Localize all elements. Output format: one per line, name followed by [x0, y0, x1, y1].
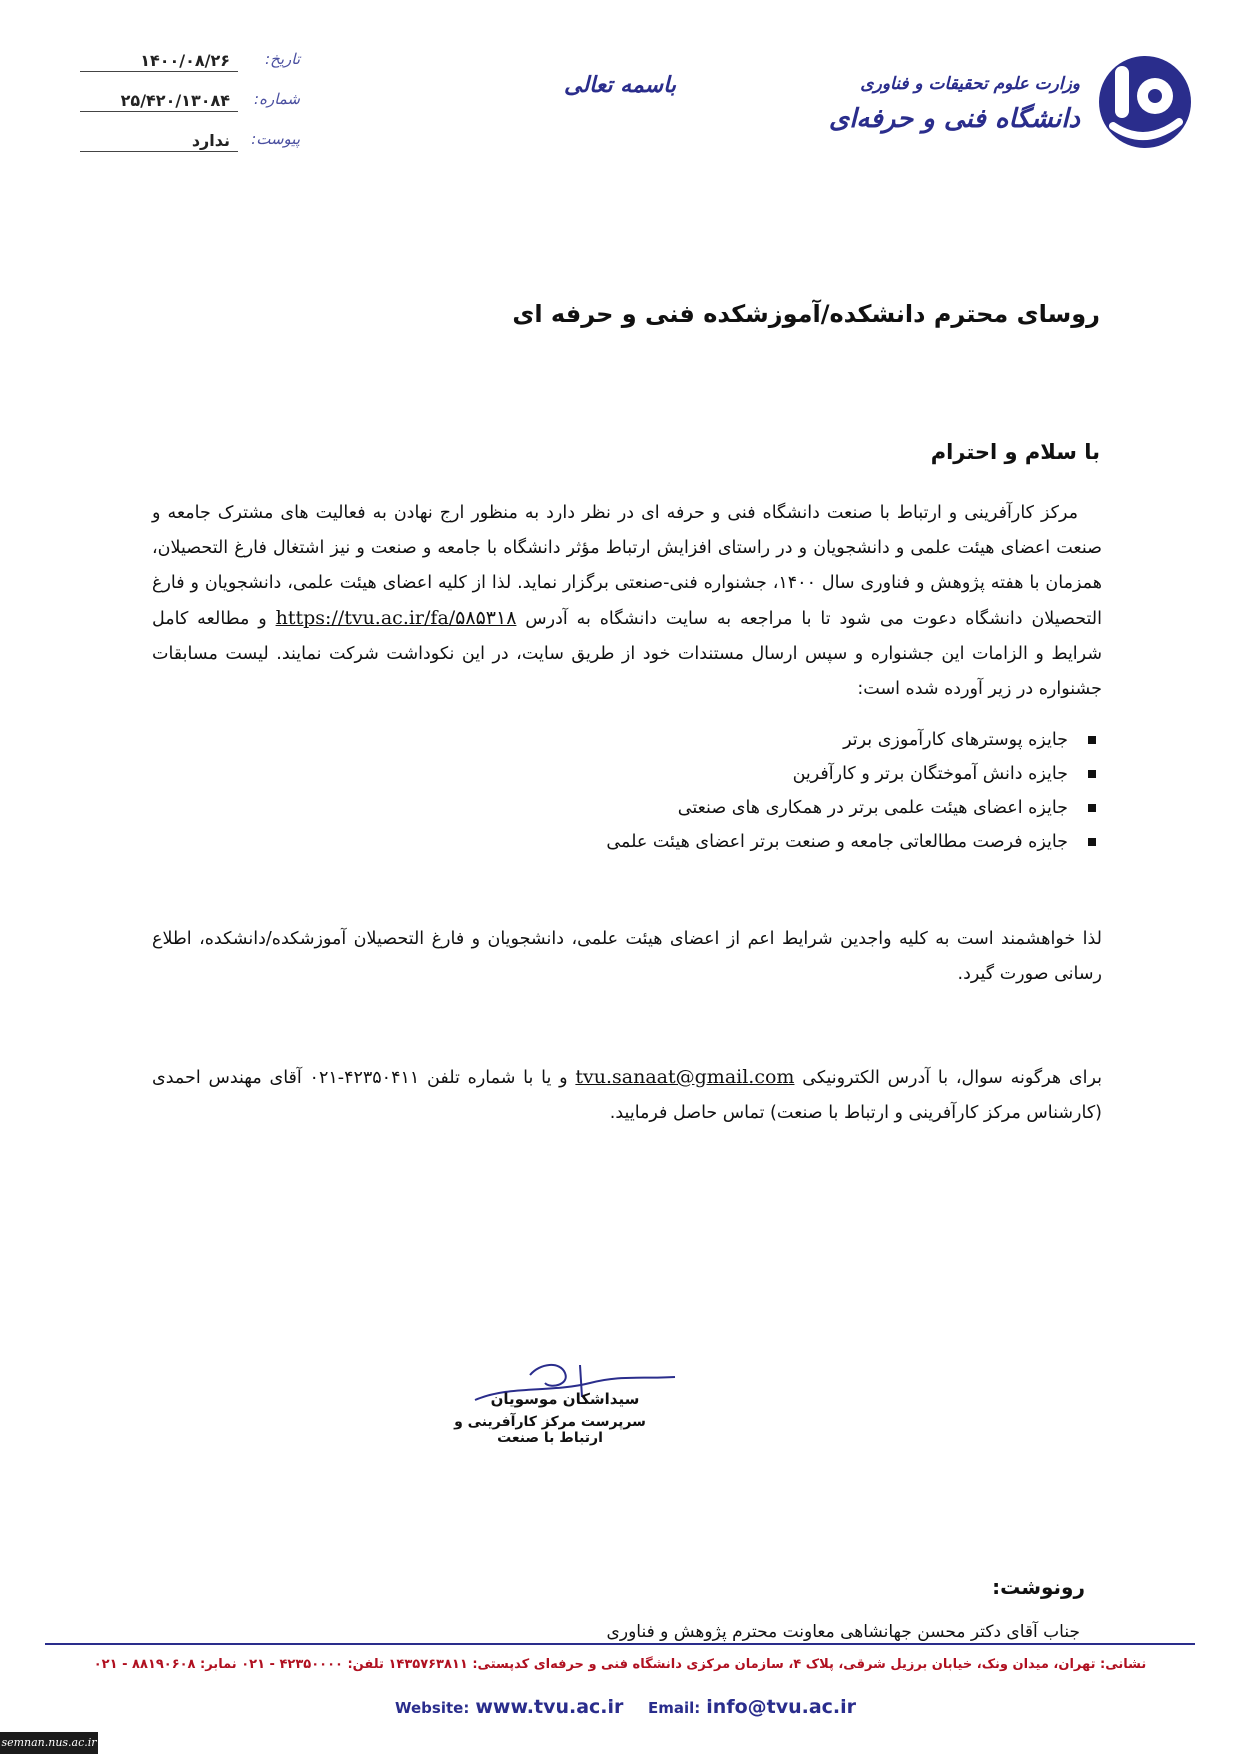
- contact-email-link[interactable]: tvu.sanaat@gmail.com: [575, 1066, 795, 1088]
- attachment-row: [80, 128, 300, 158]
- signer-name: سیداشکان موسویان: [490, 1390, 640, 1408]
- list-item: [300, 723, 1100, 757]
- website-link[interactable]: www.tvu.ac.ir: [475, 1696, 624, 1718]
- number-value: ۲۵/۴۲۰/۱۳۰۸۴: [120, 91, 230, 110]
- bullet-icon: [1088, 736, 1096, 744]
- list-item: [300, 757, 1100, 791]
- contact-paragraph-part1: برای هرگونه سوال، با آدرس الکترونیکی: [802, 1068, 1102, 1088]
- list-item-text: جایزه پوسترهای کارآموزی برتر: [843, 730, 1068, 750]
- university-name: دانشگاه فنی و حرفه‌ای: [828, 104, 1080, 134]
- recipient: روسای محترم دانشکده/آموزشکده فنی و حرفه ای: [512, 300, 1100, 328]
- number-row: [80, 88, 300, 118]
- festival-link[interactable]: https://tvu.ac.ir/fa/۵۸۵۳۱۸: [275, 607, 517, 629]
- email-label: Email:: [648, 1699, 701, 1717]
- bismillah: باسمه تعالی: [564, 72, 676, 98]
- bullet-icon: [1088, 838, 1096, 846]
- greeting: با سلام و احترام: [930, 440, 1100, 464]
- date-row: [80, 48, 300, 78]
- ministry-name: وزارت علوم تحقیقات و فناوری: [860, 74, 1080, 94]
- cc-label: رونوشت:: [992, 1575, 1085, 1599]
- date-line: [80, 71, 238, 72]
- email-link[interactable]: info@tvu.ac.ir: [706, 1696, 857, 1718]
- footer-divider: [45, 1643, 1195, 1645]
- contact-paragraph: [152, 1060, 1102, 1131]
- attachment-label: پیوست:: [251, 130, 300, 148]
- main-paragraph-part2: و مطالعه کامل شرایط و الزامات این جشنواره و سپس ارسال مستندات خود از طریق سایت، در این نکوداشت شرکت نمایند. لیست مسابقات جشنواره در زیر آورده شده است:: [152, 609, 1102, 699]
- watermark: semnan.nus.ac.ir: [0, 1732, 98, 1754]
- cc-line: جناب آقای دکتر محسن جهانشاهی معاونت محترم پژوهش و فناوری: [606, 1622, 1080, 1642]
- request-paragraph: لذا خواهشمند است به کلیه واجدین شرایط اعم از اعضای هیئت علمی، دانشجویان و فارغ التحصیلان آموزشکده/دانشکده، اطلاع رسانی صورت گیرد.: [152, 929, 1102, 984]
- attachment-value: ندارد: [191, 131, 230, 150]
- main-paragraph-part1: مرکز کارآفرینی و ارتباط با صنعت دانشگاه فنی و حرفه ای در نظر دارد به منظور ارج نهادن به فعالیت های مشترک جامعه و صنعت اعضای هیئت علمی و دانشجویان و در راستای افزایش ارتباط مؤثر دانشگاه با جامعه و صنعت و نیز اشتغال فارغ التحصیلان، همزمان با هفته پژوهش و فناوری سال ۱۴۰۰، جشنواره فنی-صنعتی برگزار نماید. لذا از کلیه اعضای هیئت علمی، دانشجویان و فارغ التحصیلان دانشگاه دعوت می شود تا با مراجعه به سایت دانشگاه به آدرس: [152, 503, 1102, 629]
- list-item-text: جایزه فرصت مطالعاتی جامعه و صنعت برتر اعضای هیئت علمی: [606, 832, 1068, 852]
- date-value: ۱۴۰۰/۰۸/۲۶: [140, 51, 230, 70]
- list-item-text: جایزه اعضای هیئت علمی برتر در همکاری های صنعتی: [677, 798, 1068, 818]
- footer-email: [648, 1696, 856, 1718]
- number-line: [80, 111, 238, 112]
- list-item: [300, 791, 1100, 825]
- number-label: شماره:: [254, 90, 300, 108]
- list-item-text: جایزه دانش آموختگان برتر و کارآفرین: [792, 764, 1068, 784]
- bullet-icon: [1088, 770, 1096, 778]
- contact-paragraph-part2: و یا با شماره تلفن ۴۲۳۵۰۴۱۱-۰۲۱ آقای مهندس احمدی (کارشناس مرکز کارآفرینی و ارتباط با صنعت) تماس حاصل فرمایید.: [152, 1068, 1102, 1123]
- website-label: Website:: [395, 1699, 470, 1717]
- footer-address: نشانی: تهران، میدان ونک، خیابان برزیل شرقی، پلاک ۴، سازمان مرکزی دانشگاه فنی و حرفه‌ای کدپستی: ۱۴۳۵۷۶۳۸۱۱ تلفن: ۴۲۳۵۰۰۰۰ - ۰۲۱ نمابر: ۸۸۱۹۰۶۰۸ - ۰۲۱: [93, 1657, 1147, 1672]
- footer-website: [395, 1696, 623, 1718]
- signer-title: سرپرست مرکز کارآفرینی و ارتباط با صنعت: [454, 1414, 646, 1446]
- competition-list: [300, 723, 1100, 859]
- attachment-line: [80, 151, 238, 152]
- date-label: تاریخ:: [265, 50, 300, 68]
- list-item: [300, 825, 1100, 859]
- main-paragraph: [152, 496, 1102, 707]
- university-logo-icon: [1095, 52, 1195, 152]
- bullet-icon: [1088, 804, 1096, 812]
